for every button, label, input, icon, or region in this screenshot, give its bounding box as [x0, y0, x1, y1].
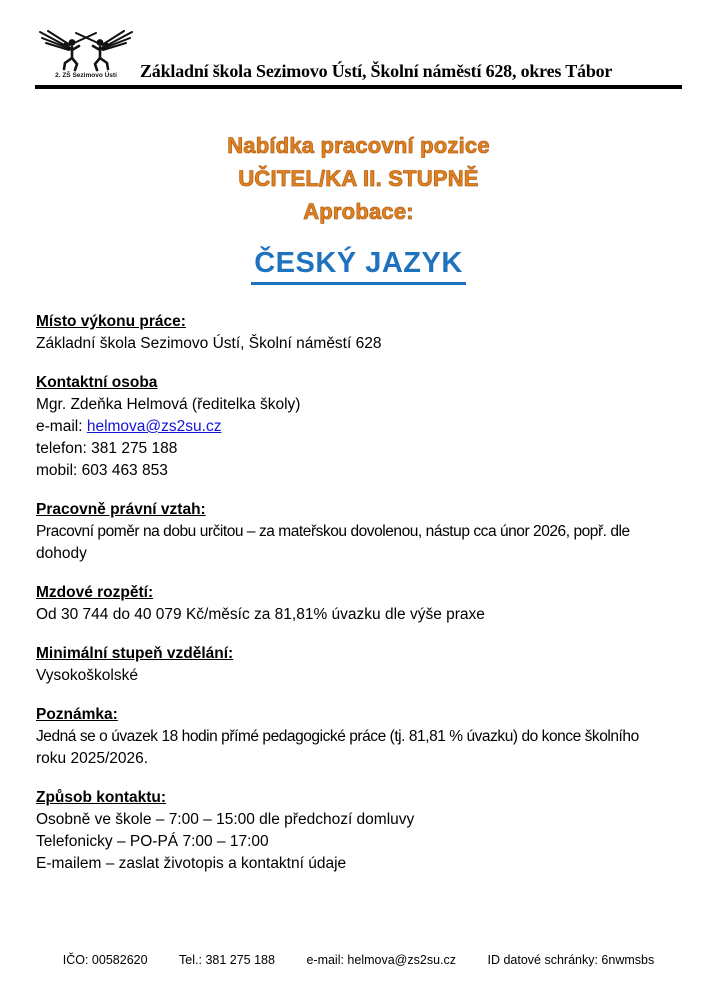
phone-line: telefon: 381 275 188: [36, 439, 178, 457]
section-line: Pracovní poměr na dobu určitou – za mateřskou dovolenou, nástup cca únor 2026, popř. dle: [36, 522, 630, 540]
section-title: Mzdové rozpětí:: [36, 583, 154, 601]
headline-line-3: Aprobace:: [303, 199, 414, 224]
email-line: [36, 416, 687, 438]
contact-person-line: Mgr. Zdeňka Helmová (ředitelka školy): [36, 395, 301, 413]
document-body: [36, 311, 687, 875]
section-title: Místo výkonu práce:: [36, 312, 186, 330]
job-offer-headline: [0, 129, 717, 228]
dancing-figures-icon: [38, 30, 134, 78]
headline-line-1: Nabídka pracovní pozice: [227, 133, 490, 158]
school-name-title: Základní škola Sezimovo Ústí, Školní náměstí 628, okres Tábor: [140, 61, 613, 82]
subject-heading: ČESKÝ JAZYK: [251, 248, 466, 285]
section-zpusob-kontaktu: [36, 787, 687, 875]
section-line: roku 2025/2026.: [36, 749, 149, 767]
document-header: [38, 30, 682, 83]
school-logo: [38, 30, 134, 83]
section-kontaktni-osoba: [36, 372, 687, 482]
footer-ico: IČO: 00582620: [62, 953, 148, 967]
logo-caption: 2. ZŠ Sezimovo Ústí: [55, 72, 117, 78]
section-title: Kontaktní osoba: [36, 373, 158, 391]
subject-heading-wrap: [0, 248, 717, 285]
section-minimalni-vzdelani: [36, 643, 687, 687]
footer-databox: ID datové schránky: 6nwmsbs: [487, 953, 655, 967]
section-title: Způsob kontaktu:: [36, 788, 167, 806]
email-label: e-mail:: [36, 417, 87, 435]
section-line: dohody: [36, 544, 87, 562]
footer-tel: Tel.: 381 275 188: [179, 953, 275, 967]
section-line: Základní škola Sezimovo Ústí, Školní náměstí 628: [36, 334, 382, 352]
mobile-line: mobil: 603 463 853: [36, 461, 168, 479]
section-line: Od 30 744 do 40 079 Kč/měsíc za 81,81% úvazku dle výše praxe: [36, 605, 485, 623]
section-title: Pracovně právní vztah:: [36, 500, 206, 518]
header-rule: [35, 85, 682, 89]
email-link[interactable]: helmova@zs2su.cz: [86, 417, 222, 435]
document-footer: [0, 953, 717, 967]
section-line: Vysokoškolské: [36, 666, 138, 684]
section-title: Minimální stupeň vzdělání:: [36, 644, 234, 662]
section-line: Jedná se o úvazek 18 hodin přímé pedagogické práce (tj. 81,81 % úvazku) do konce školního: [36, 727, 639, 745]
section-title: Poznámka:: [36, 705, 118, 723]
headline-line-2: UČITEL/KA II. STUPNĚ: [238, 166, 479, 191]
section-line: Telefonicky – PO-PÁ 7:00 – 17:00: [36, 832, 269, 850]
section-line: Osobně ve škole – 7:00 – 15:00 dle předchozí domluvy: [36, 810, 415, 828]
footer-email: e-mail: helmova@zs2su.cz: [306, 953, 456, 967]
section-poznamka: [36, 704, 687, 770]
section-pracovne-pravni-vztah: [36, 499, 687, 565]
section-mzdove-rozpeti: [36, 582, 687, 626]
section-misto-vykonu: [36, 311, 687, 355]
section-line: E-mailem – zaslat životopis a kontaktní údaje: [36, 854, 347, 872]
